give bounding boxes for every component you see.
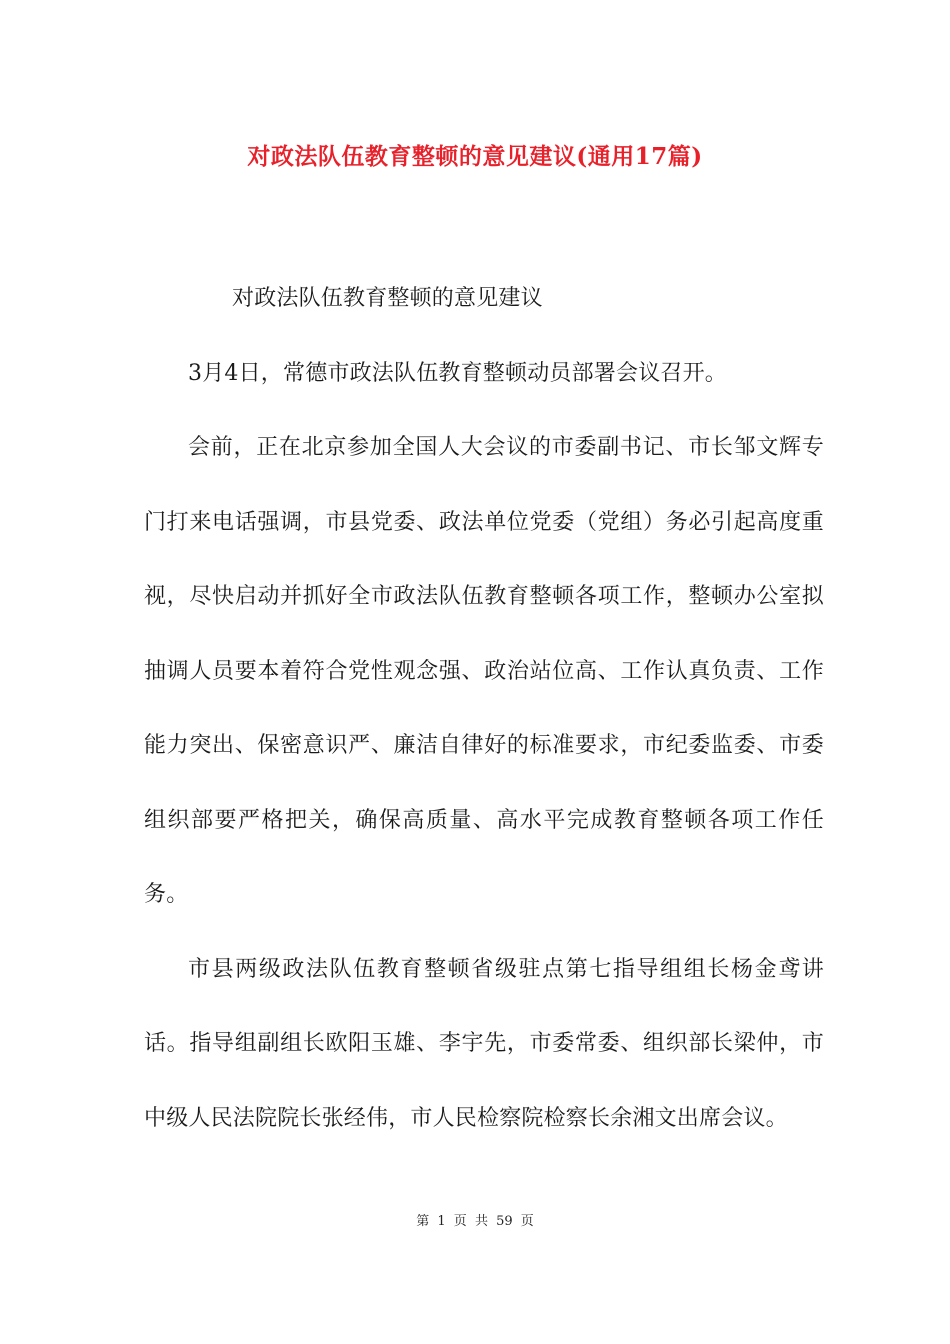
- footer-suffix: 页: [520, 1214, 534, 1229]
- footer-prefix: 第: [416, 1214, 430, 1229]
- document-body: [144, 262, 824, 1156]
- page-footer: [0, 1210, 950, 1229]
- paragraph-3: 市县两级政法队伍教育整顿省级驻点第七指导组组长杨金鸢讲话。指导组副组长欧阳玉雄、李宇先，市委常委、组织部长梁仲，市中级人民法院院长张经伟，市人民检察院检察长余湘文出席会议。: [144, 956, 824, 1131]
- document-subtitle: 对政法队伍教育整顿的意见建议: [232, 286, 543, 311]
- footer-current-page: 1: [437, 1214, 446, 1229]
- footer-total-label: 共: [474, 1214, 488, 1229]
- footer-page-unit: 页: [453, 1214, 467, 1229]
- paragraph-1: 3月4日，常德市政法队伍教育整顿动员部署会议召开。: [188, 360, 727, 386]
- footer-total-pages: 59: [496, 1214, 513, 1229]
- paragraph-2: 会前，正在北京参加全国人大会议的市委副书记、市长邹文辉专门打来电话强调，市县党委、政法单位党委（党组）务必引起高度重视，尽快启动并抓好全市政法队伍教育整顿各项工作，整顿办公室拟抽调人员要本着符合党性观念强、政治站位高、工作认真负责、工作能力突出、保密意识严、廉洁自律好的标准要求，市纪委监委、市委组织部要严格把关，确保高质量、高水平完成教育整顿各项工作任务。: [144, 435, 824, 907]
- document-title: 对政法队伍教育整顿的意见建议(通用17篇): [247, 143, 703, 170]
